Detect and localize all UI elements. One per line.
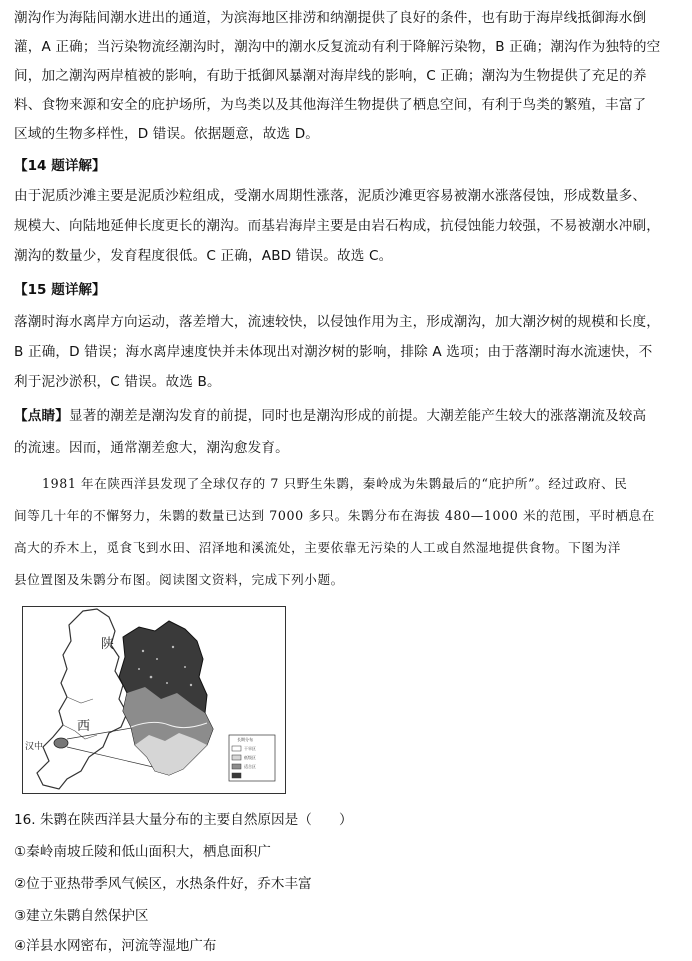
answer-text-15-line-1: 落潮时海水离岸方向运动，落差增大，流速较快，以侵蚀作用为主，形成潮沟，加大潮汐树的规模和长度， [14, 314, 660, 330]
answer-text-13-line-2: 灌，A 正确；当污染物流经潮沟时，潮沟中的潮水反复流动有利于降解污染物，B 正确；潮沟作为独特的空 [14, 39, 661, 55]
dianjing-label: 【点睛】 [14, 408, 69, 424]
passage-line-2: 间等几十年的不懈努力，朱鹮的数量已达到 7000 多只。朱鹮分布在海拔 480—1000 米的范围，平时栖息在 [14, 508, 655, 523]
passage-line-1 [14, 468, 678, 500]
answer-text-14-line-1: 由于泥质沙滩主要是泥质沙粒组成，受潮水周期性涨落，泥质沙滩更容易被潮水涨落侵蚀，形成数量多、 [14, 188, 647, 204]
answer-text-13-line-3: 间，加之潮沟两岸植被的影响，有助于抵御风暴潮对海岸线的影响，C 正确；潮沟为生物提供了充足的养 [14, 68, 647, 84]
answer-text-14-line-3: 潮沟的数量少，发育程度很低。C 正确，ABD 错误。故选 C。 [14, 248, 393, 264]
answer-text-15-line-2: B 正确，D 错误；海水离岸速度快并未体现出对潮汐树的影响，排除 A 选项；由于落潮时海水流速快，不 [14, 344, 653, 360]
dianjing-text-1: 显著的潮差是潮沟发育的前提，同时也是潮沟形成的前提。大潮差能产生较大的涨落潮流及较高 [68, 408, 647, 424]
answer-text-13-line-5: 区域的生物多样性，D 错误。依据题意，故选 D。 [14, 126, 320, 142]
dianjing-line-1 [14, 402, 678, 431]
dianjing-line-2: 的流速。因而，通常潮差愈大，潮沟愈发育。 [14, 440, 289, 456]
question-16-option-4: ④洋县水网密布，河流等湿地广布 [14, 938, 217, 954]
yangxian-marker [54, 738, 68, 748]
heading-15: 【15 题详解】 [14, 282, 106, 298]
map-figure [22, 606, 286, 794]
label-xi: 西 [77, 719, 91, 734]
question-16-stem: 16. 朱鹮在陕西洋县大量分布的主要自然原因是（ ） [14, 812, 353, 828]
question-16-option-2: ②位于亚热带季风气候区，水热条件好，乔木丰富 [14, 876, 312, 892]
legend-swatch-4 [232, 773, 241, 778]
answer-text-14-line-2: 规模大、向陆地延伸长度更长的潮沟。而基岩海岸主要是由岩石构成，抗侵蚀能力较强，不易被潮水冲刷， [14, 218, 660, 234]
answer-text-13-line-1: 潮沟作为海陆间潮水进出的通道，为滨海地区排涝和纳潮提供了良好的条件，也有助于海岸线抵御海水倒 [14, 10, 647, 26]
legend-label-4: 适合区 [244, 764, 256, 769]
question-16-option-1: ①秦岭南坡丘陵和低山面积大，栖息面积广 [14, 844, 271, 860]
label-hanzhong: 汉中 [25, 742, 44, 752]
passage-text-1: 1981 年在陕西洋县发现了全球仅存的 7 只野生朱鹮，秦岭成为朱鹮最后的“庇护所”。经过政府、民 [42, 476, 628, 491]
heading-14: 【14 题详解】 [14, 158, 106, 174]
label-shaan: 陕 [101, 637, 115, 652]
legend-label-3: 低级区 [244, 755, 256, 760]
passage-line-4: 县位置图及朱鹮分布图。阅读图文资料，完成下列小题。 [14, 572, 344, 587]
legend-swatch-3 [232, 764, 241, 769]
question-16-option-3: ③建立朱鹮自然保护区 [14, 908, 149, 924]
legend-label-2: 干旱区 [244, 746, 256, 751]
answer-text-15-line-3: 利于泥沙淤积，C 错误。故选 B。 [14, 374, 221, 390]
legend-swatch-2 [232, 755, 241, 760]
legend-swatch-1 [232, 746, 241, 751]
answer-text-13-line-4: 料、食物来源和安全的庇护场所，为鸟类以及其他海洋生物提供了栖息空间，有利于鸟类的繁殖，丰富了 [14, 97, 647, 113]
legend-label-1: 长期分布 [237, 737, 253, 742]
passage-line-3: 高大的乔木上，觅食飞到水田、沼泽地和溪流处，主要依靠无污染的人工或自然湿地提供食物。下图为洋 [14, 540, 621, 555]
